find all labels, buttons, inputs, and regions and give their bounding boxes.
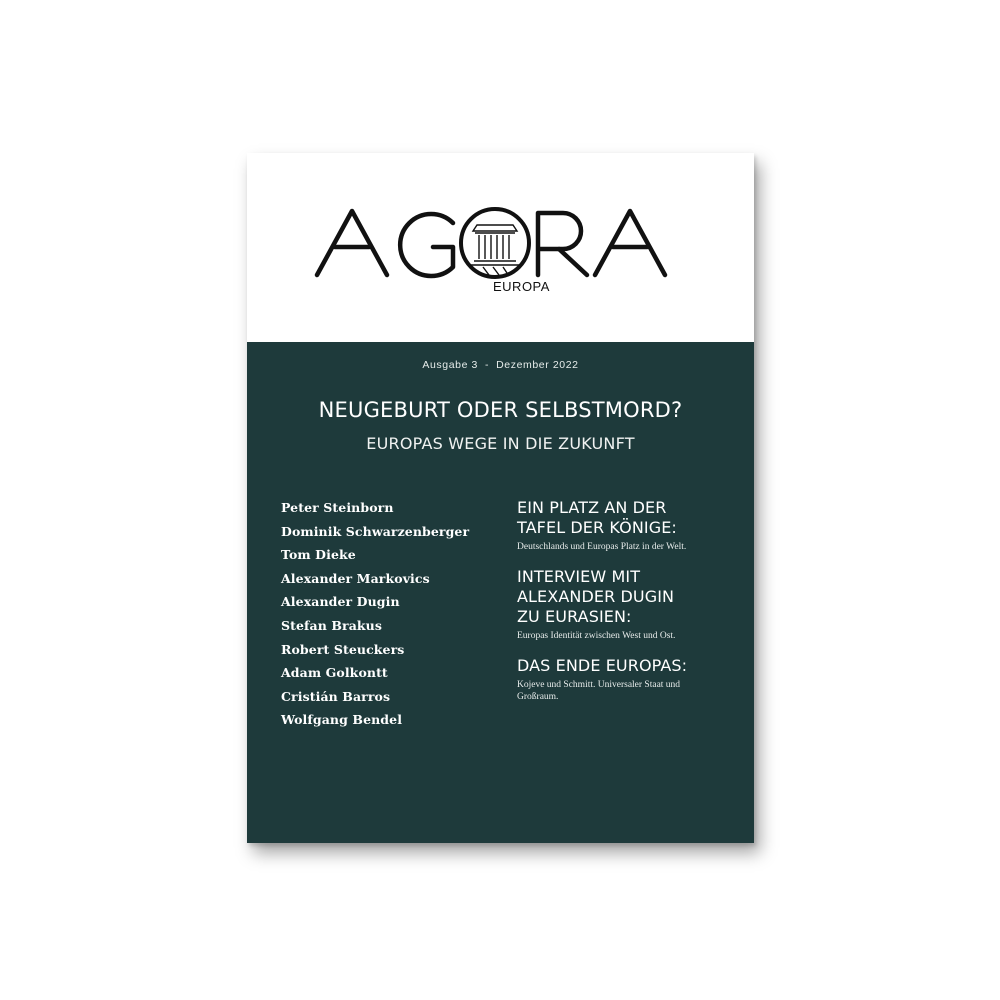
issue-separator: - — [484, 359, 490, 371]
article-teaser — [517, 567, 737, 642]
article-description-line: Großraum. — [517, 692, 559, 702]
author-name: Wolfgang Bendel — [281, 712, 403, 728]
author-name: Dominik Schwarzenberger — [281, 523, 470, 539]
cover-subheadline: EUROPAS WEGE IN DIE ZUKUNFT — [366, 434, 635, 453]
author-name: Cristián Barros — [281, 688, 391, 704]
issue-date: Dezember 2022 — [496, 359, 579, 371]
logo-tagline: EUROPA — [493, 279, 550, 294]
cover-body — [247, 342, 754, 843]
author-name: Peter Steinborn — [281, 500, 394, 515]
article-description-line: Kojeve und Schmitt. Universaler Staat und — [517, 680, 681, 690]
cover-masthead — [247, 153, 754, 342]
article-title-line: ALEXANDER DUGIN — [517, 587, 675, 606]
author-list — [281, 496, 469, 732]
article-description — [517, 679, 737, 703]
article-title-line: ZU EURASIEN: — [517, 607, 632, 626]
author-name: Alexander Markovics — [281, 570, 430, 586]
article-title — [517, 498, 737, 538]
issue-number: Ausgabe 3 — [422, 359, 478, 371]
article-title-line: EIN PLATZ AN DER — [517, 498, 667, 517]
agora-logo — [313, 205, 673, 295]
temple-in-circle-icon — [461, 209, 529, 277]
article-title-line: TAFEL DER KÖNIGE: — [517, 518, 677, 537]
issue-line — [247, 359, 754, 371]
article-teaser — [517, 656, 737, 703]
article-description: Europas Identität zwischen West und Ost. — [517, 631, 676, 641]
article-title — [517, 656, 737, 676]
author-name: Alexander Dugin — [281, 594, 400, 610]
article-description: Deutschlands und Europas Platz in der Welt. — [517, 542, 687, 552]
article-teaser — [517, 498, 737, 553]
author-name: Stefan Brakus — [281, 617, 383, 633]
author-name: Robert Steuckers — [281, 641, 405, 657]
article-list — [517, 498, 737, 717]
article-title-line: INTERVIEW MIT — [517, 567, 641, 586]
magazine-cover — [247, 153, 754, 843]
author-name: Tom Dieke — [281, 547, 356, 563]
article-title — [517, 567, 737, 627]
article-title-line: DAS ENDE EUROPAS: — [517, 656, 688, 675]
author-name: Adam Golkontt — [281, 665, 388, 681]
cover-headline: NEUGEBURT ODER SELBSTMORD? — [318, 398, 683, 422]
